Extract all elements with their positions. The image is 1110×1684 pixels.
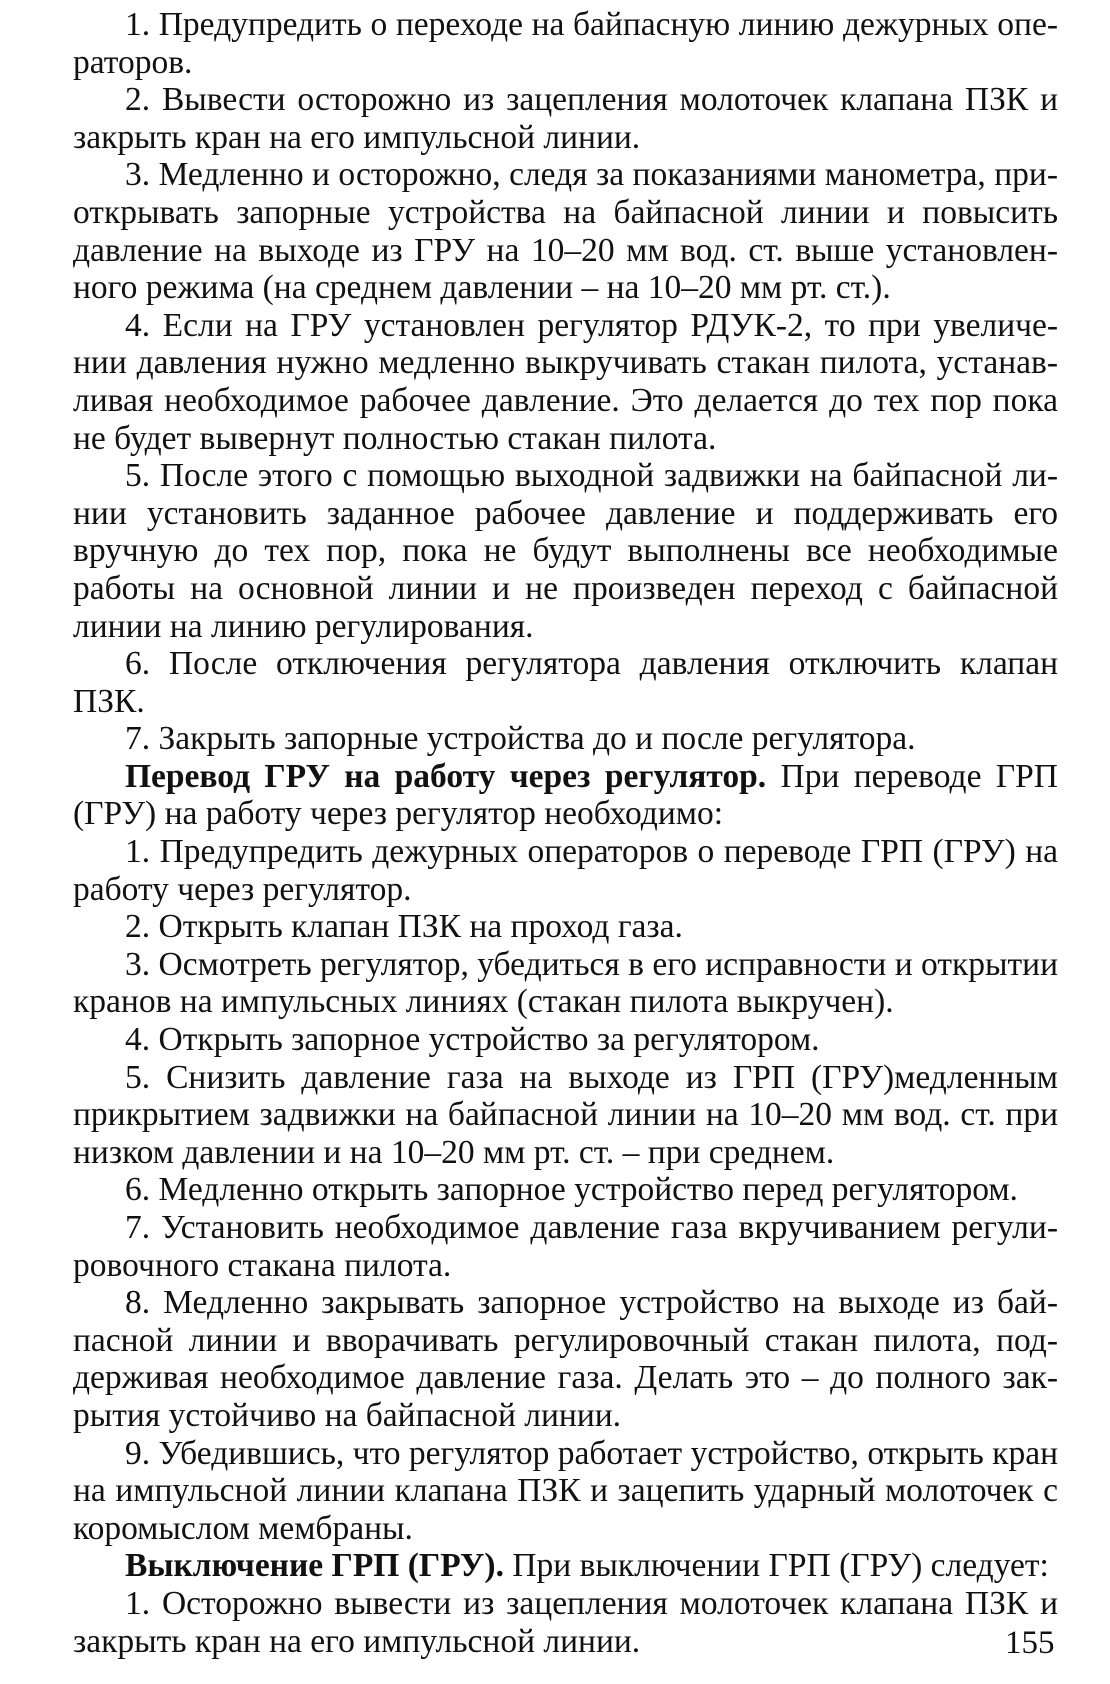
paragraph: 7. Закрыть запорные устройства до и после регулятора. xyxy=(125,720,916,758)
list-item: 9. Убедившись, что регулятор работает устройство, открыть кран на импульсной линии клапана ПЗК и зацепить ударный молоточек с коромыслом мембраны. xyxy=(73,1434,1058,1547)
list-item: 8. Медленно закрывать запорное устройство на выходе из байпасной линии и вворачивать регулировочный стакан пилота, поддерживая необходимое давление газа. Делать это – до полного закрытия устойчиво на байпасной линии. xyxy=(73,1284,1058,1434)
paragraph: 3. Медленно и осторожно, следя за показаниями манометра, приоткрывать запорные устройства на байпасной линии и повысить давление на выходе из ГРУ на 10–20 мм вод. ст. выше установленного режима (на среднем давлении – на 10–20 мм рт. ст.). xyxy=(73,156,1058,307)
section-heading: Перевод ГРУ на работу через регулятор. xyxy=(125,757,767,795)
page-number: 155 xyxy=(1005,1625,1055,1661)
section-paragraph xyxy=(73,758,1058,833)
list-item: 4. Открыть запорное устройство за регулятором. xyxy=(125,1021,820,1059)
list-item: 1. Предупредить дежурных операторов о переводе ГРП (ГРУ) на работу через регулятор. xyxy=(73,833,1058,908)
paragraph: 1. Предупредить о переходе на байпасную линию дежурных операторов. xyxy=(73,6,1058,81)
paragraph: 2. Вывести осторожно из зацепления молоточек клапана ПЗК и закрыть кран на его импульсной линии. xyxy=(73,81,1058,156)
page-text xyxy=(73,6,1058,1660)
section-intro: При переводе ГРП (ГРУ) на работу через регулятор необходимо: xyxy=(73,757,1058,833)
list-item: 2. Открыть клапан ПЗК на проход газа. xyxy=(125,908,683,946)
list-item: 6. Медленно открыть запорное устройство перед регулятором. xyxy=(125,1171,1018,1209)
list-item: 5. Снизить давление газа на выходе из ГРП (ГРУ)медленным прикрытием задвижки на байпасной линии на 10–20 мм вод. ст. при низком давлении и на 10–20 мм рт. ст. – при среднем. xyxy=(73,1058,1058,1171)
list-item: 7. Установить необходимое давление газа вкручиванием регулировочного стакана пилота. xyxy=(73,1209,1058,1284)
section-paragraph xyxy=(73,1547,1058,1585)
paragraph: 5. После этого с помощью выходной задвижки на байпасной линии установить заданное рабочее давление и поддерживать его вручную до тех пор, пока не будут выполнены все необходимые работы на основной линии и не произведен переход с байпасной линии на линию регулирования. xyxy=(73,457,1058,645)
list-item: 3. Осмотреть регулятор, убедиться в его исправности и открытии кранов на импульсных линиях (стакан пилота выкручен). xyxy=(73,945,1058,1021)
paragraph: 4. Если на ГРУ установлен регулятор РДУК-2, то при увеличении давления нужно медленно выкручивать стакан пилота, устанавливая необходимое рабочее давление. Это делается до тех пор пока не будет вывернут полностью стакан пилота. xyxy=(73,306,1058,457)
list-item: 1. Осторожно вывести из зацепления молоточек клапана ПЗК и закрыть кран на его импульсной линии. xyxy=(73,1584,1058,1660)
section-heading: Выключение ГРП (ГРУ). xyxy=(125,1547,504,1585)
section-intro: При выключении ГРП (ГРУ) следует: xyxy=(503,1547,1049,1585)
paragraph: 6. После отключения регулятора давления отключить клапан ПЗК. xyxy=(73,645,1058,720)
